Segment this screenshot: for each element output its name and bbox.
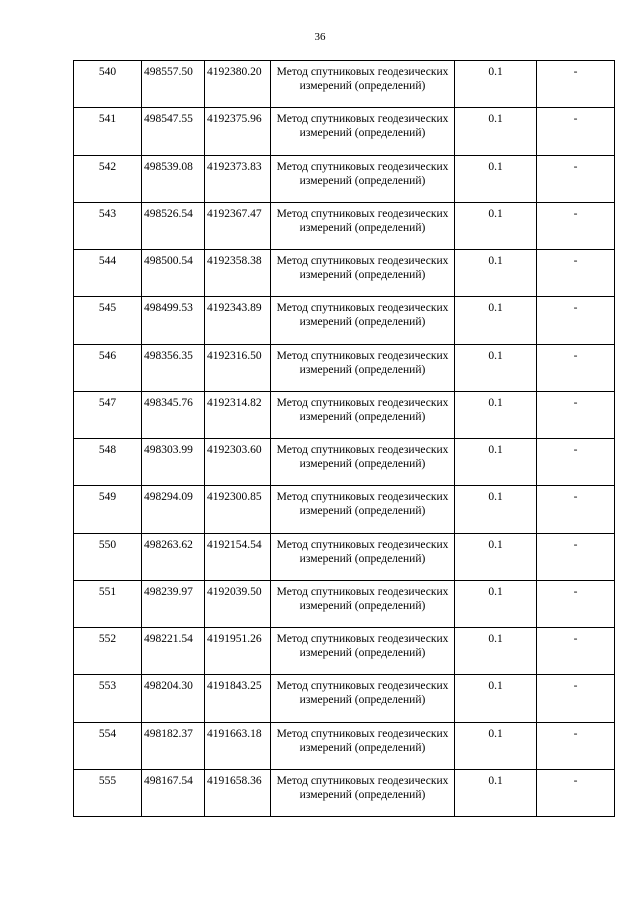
table-row <box>74 297 615 344</box>
coordinates-table <box>73 60 615 817</box>
x-coordinate-cell: 498263.62 <box>142 533 205 580</box>
page-number: 36 <box>314 31 326 43</box>
point-number-cell: 542 <box>74 155 142 202</box>
method-cell: Метод спутниковых геодезических измерений (определений) <box>271 250 455 297</box>
method-cell: Метод спутниковых геодезических измерений (определений) <box>271 155 455 202</box>
x-coordinate-cell: 498204.30 <box>142 675 205 722</box>
note-cell: - <box>537 61 615 108</box>
note-cell: - <box>537 439 615 486</box>
table-row <box>74 202 615 249</box>
accuracy-cell: 0.1 <box>455 297 537 344</box>
accuracy-cell: 0.1 <box>455 769 537 816</box>
y-coordinate-cell: 4192039.50 <box>205 580 271 627</box>
accuracy-cell: 0.1 <box>455 533 537 580</box>
method-cell: Метод спутниковых геодезических измерений (определений) <box>271 439 455 486</box>
accuracy-cell: 0.1 <box>455 628 537 675</box>
method-cell: Метод спутниковых геодезических измерений (определений) <box>271 202 455 249</box>
point-number-cell: 553 <box>74 675 142 722</box>
note-cell: - <box>537 108 615 155</box>
y-coordinate-cell: 4191951.26 <box>205 628 271 675</box>
method-cell: Метод спутниковых геодезических измерений (определений) <box>271 628 455 675</box>
y-coordinate-cell: 4192316.50 <box>205 344 271 391</box>
accuracy-cell: 0.1 <box>455 61 537 108</box>
accuracy-cell: 0.1 <box>455 108 537 155</box>
point-number-cell: 544 <box>74 250 142 297</box>
x-coordinate-cell: 498294.09 <box>142 486 205 533</box>
point-number-cell: 549 <box>74 486 142 533</box>
accuracy-cell: 0.1 <box>455 722 537 769</box>
method-cell: Метод спутниковых геодезических измерений (определений) <box>271 769 455 816</box>
point-number-cell: 545 <box>74 297 142 344</box>
method-cell: Метод спутниковых геодезических измерений (определений) <box>271 675 455 722</box>
x-coordinate-cell: 498557.50 <box>142 61 205 108</box>
note-cell: - <box>537 769 615 816</box>
table-row <box>74 769 615 816</box>
accuracy-cell: 0.1 <box>455 391 537 438</box>
table-row <box>74 344 615 391</box>
accuracy-cell: 0.1 <box>455 675 537 722</box>
x-coordinate-cell: 498345.76 <box>142 391 205 438</box>
method-cell: Метод спутниковых геодезических измерений (определений) <box>271 61 455 108</box>
y-coordinate-cell: 4192303.60 <box>205 439 271 486</box>
table-row <box>74 722 615 769</box>
method-cell: Метод спутниковых геодезических измерений (определений) <box>271 391 455 438</box>
table-row <box>74 439 615 486</box>
x-coordinate-cell: 498500.54 <box>142 250 205 297</box>
table-row <box>74 391 615 438</box>
y-coordinate-cell: 4192300.85 <box>205 486 271 533</box>
method-cell: Метод спутниковых геодезических измерений (определений) <box>271 344 455 391</box>
x-coordinate-cell: 498539.08 <box>142 155 205 202</box>
method-cell: Метод спутниковых геодезических измерений (определений) <box>271 297 455 344</box>
x-coordinate-cell: 498221.54 <box>142 628 205 675</box>
point-number-cell: 540 <box>74 61 142 108</box>
point-number-cell: 552 <box>74 628 142 675</box>
table-row <box>74 155 615 202</box>
note-cell: - <box>537 155 615 202</box>
note-cell: - <box>537 580 615 627</box>
point-number-cell: 551 <box>74 580 142 627</box>
y-coordinate-cell: 4192343.89 <box>205 297 271 344</box>
y-coordinate-cell: 4192154.54 <box>205 533 271 580</box>
x-coordinate-cell: 498167.54 <box>142 769 205 816</box>
x-coordinate-cell: 498182.37 <box>142 722 205 769</box>
note-cell: - <box>537 391 615 438</box>
note-cell: - <box>537 628 615 675</box>
note-cell: - <box>537 533 615 580</box>
point-number-cell: 547 <box>74 391 142 438</box>
y-coordinate-cell: 4192367.47 <box>205 202 271 249</box>
point-number-cell: 543 <box>74 202 142 249</box>
table-row <box>74 628 615 675</box>
accuracy-cell: 0.1 <box>455 250 537 297</box>
note-cell: - <box>537 486 615 533</box>
method-cell: Метод спутниковых геодезических измерений (определений) <box>271 108 455 155</box>
method-cell: Метод спутниковых геодезических измерений (определений) <box>271 580 455 627</box>
table-row <box>74 108 615 155</box>
x-coordinate-cell: 498526.54 <box>142 202 205 249</box>
note-cell: - <box>537 202 615 249</box>
point-number-cell: 550 <box>74 533 142 580</box>
x-coordinate-cell: 498239.97 <box>142 580 205 627</box>
x-coordinate-cell: 498303.99 <box>142 439 205 486</box>
x-coordinate-cell: 498499.53 <box>142 297 205 344</box>
table-row <box>74 486 615 533</box>
note-cell: - <box>537 344 615 391</box>
note-cell: - <box>537 250 615 297</box>
y-coordinate-cell: 4192380.20 <box>205 61 271 108</box>
method-cell: Метод спутниковых геодезических измерений (определений) <box>271 722 455 769</box>
note-cell: - <box>537 722 615 769</box>
accuracy-cell: 0.1 <box>455 344 537 391</box>
x-coordinate-cell: 498547.55 <box>142 108 205 155</box>
y-coordinate-cell: 4192358.38 <box>205 250 271 297</box>
x-coordinate-cell: 498356.35 <box>142 344 205 391</box>
table-row <box>74 580 615 627</box>
point-number-cell: 554 <box>74 722 142 769</box>
accuracy-cell: 0.1 <box>455 155 537 202</box>
note-cell: - <box>537 675 615 722</box>
table-row <box>74 61 615 108</box>
method-cell: Метод спутниковых геодезических измерений (определений) <box>271 486 455 533</box>
y-coordinate-cell: 4191663.18 <box>205 722 271 769</box>
note-cell: - <box>537 297 615 344</box>
point-number-cell: 546 <box>74 344 142 391</box>
point-number-cell: 548 <box>74 439 142 486</box>
y-coordinate-cell: 4192314.82 <box>205 391 271 438</box>
table-row <box>74 533 615 580</box>
y-coordinate-cell: 4191843.25 <box>205 675 271 722</box>
accuracy-cell: 0.1 <box>455 439 537 486</box>
accuracy-cell: 0.1 <box>455 580 537 627</box>
table-row <box>74 675 615 722</box>
y-coordinate-cell: 4191658.36 <box>205 769 271 816</box>
y-coordinate-cell: 4192373.83 <box>205 155 271 202</box>
table-row <box>74 250 615 297</box>
y-coordinate-cell: 4192375.96 <box>205 108 271 155</box>
method-cell: Метод спутниковых геодезических измерений (определений) <box>271 533 455 580</box>
point-number-cell: 555 <box>74 769 142 816</box>
accuracy-cell: 0.1 <box>455 202 537 249</box>
accuracy-cell: 0.1 <box>455 486 537 533</box>
point-number-cell: 541 <box>74 108 142 155</box>
coordinates-table-body <box>74 61 615 817</box>
